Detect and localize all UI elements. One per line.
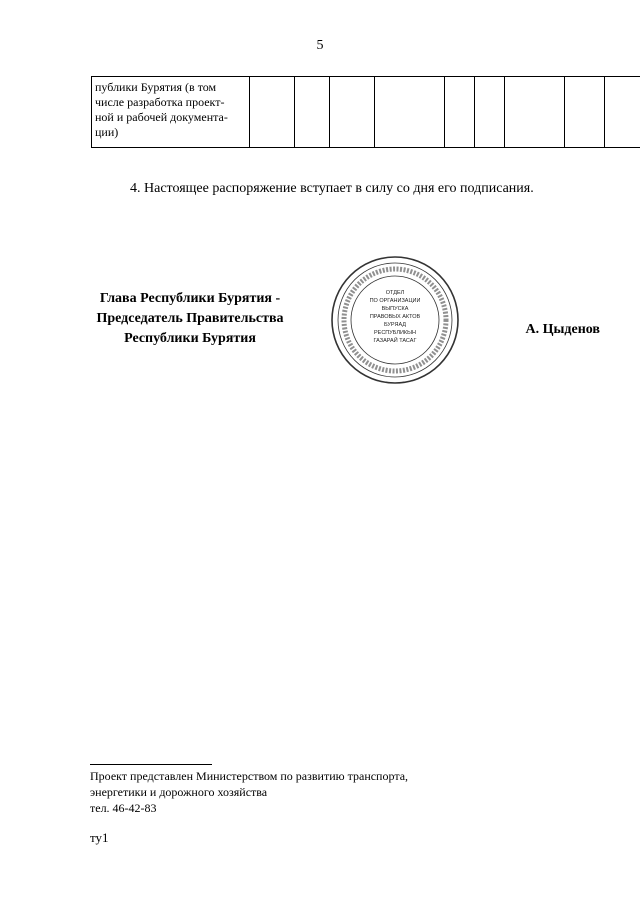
document-code: ту1 [90,830,109,845]
footnote-line: энергетики и дорожного хозяйства [90,785,268,799]
position-line: Республики Бурятия [124,331,256,346]
footnote-divider [90,764,212,765]
footnote [90,768,510,816]
official-seal [330,255,460,385]
footnote-line: тел. 46-42-83 [90,801,157,815]
table-cell [375,77,445,148]
seal-text-line: ВЫПУСКА [381,306,409,312]
seal-text-line: БУРЯАД [383,322,407,328]
position-line: Председатель Правительства [96,311,284,326]
effective-clause: 4. Настоящее распоряжение вступает в силу со дня его подписания. [130,181,534,196]
seal-text-line: ГАЗАРАЙ ТАСАГ [373,338,417,344]
table-cell [295,77,330,148]
seal-text-line: ПО ОРГАНИЗАЦИИ [369,298,421,304]
table-cell [330,77,375,148]
table-cell [445,77,475,148]
signatory-name: А. Цыденов [525,322,600,337]
table-cell [475,77,505,148]
continuation-table [91,76,640,148]
table-cell [250,77,295,148]
table-cell [605,77,640,148]
footnote-line: Проект представлен Министерством по развитию транспорта, [90,769,409,783]
table-cell-description [92,77,250,148]
seal-text-line: ПРАВОВЫХ АКТОВ [369,314,421,320]
seal-text-line: ОТДЕЛ [385,290,405,296]
seal-text-line: РЕСПУБЛИКЫН [374,330,416,336]
table-row [92,77,640,148]
table-cell-text: публики Бурятия (в том числе разработка проект- ной и рабочей документа- ции) [95,80,228,139]
signatory-position [80,289,300,349]
table-cell [565,77,605,148]
table-cell [505,77,565,148]
position-line: Глава Республики Бурятия - [99,291,281,306]
page-number: 5 [316,38,324,53]
